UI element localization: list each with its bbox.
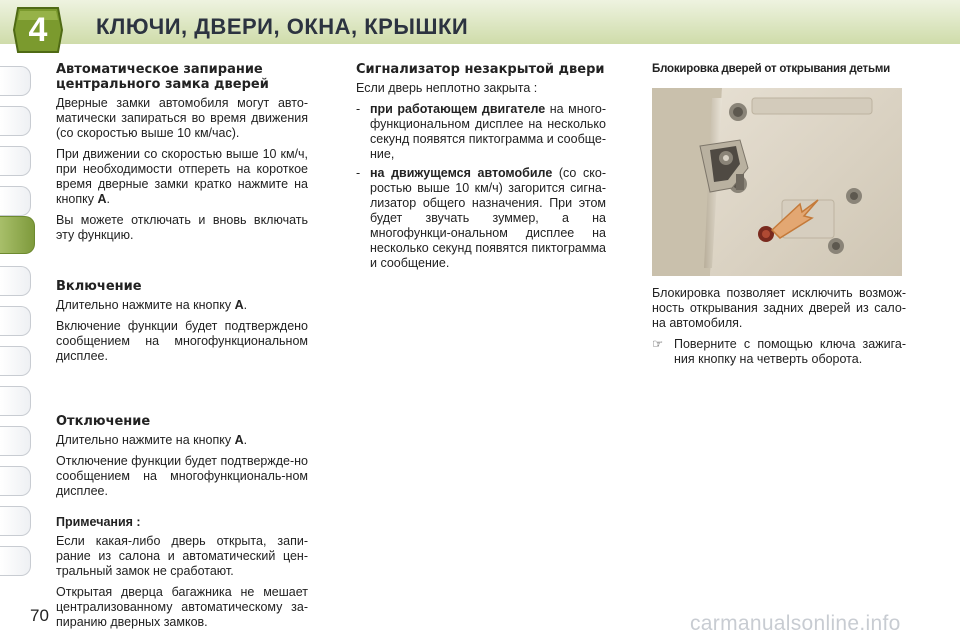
chapter-tab[interactable] xyxy=(0,426,31,456)
chapter-tabs xyxy=(0,60,32,580)
chapter-tab[interactable] xyxy=(0,506,31,536)
right-column-text xyxy=(652,286,906,371)
paragraph: При движении со скоростью выше 10 км/ч, при необходимости отпереть на короткое время дверные замки кратко нажмите на кнопку А. xyxy=(56,147,308,206)
right-column xyxy=(652,62,906,81)
button-a-label: А xyxy=(97,192,107,206)
chapter-tab[interactable] xyxy=(0,346,31,376)
instruction-step: ☞ Поверните с помощью ключа зажига-ния кнопку на четверть оборота. xyxy=(652,337,906,366)
pointing-hand-icon: ☞ xyxy=(652,337,664,351)
chapter-tab[interactable] xyxy=(0,146,31,176)
chapter-number: 4 xyxy=(28,11,48,49)
list-item: - при работающем двигателе на много-функциональном дисплее на несколько секунд появятся пиктограмма и сообще-ние, xyxy=(356,102,607,161)
left-column xyxy=(56,62,308,636)
section-heading: Отключение xyxy=(56,414,151,429)
chapter-tab[interactable] xyxy=(0,386,31,416)
section-heading: Блокировка дверей от открывания детьми xyxy=(652,63,891,75)
page-title: КЛЮЧИ, ДВЕРИ, ОКНА, КРЫШКИ xyxy=(96,14,469,39)
chapter-tab[interactable] xyxy=(0,66,31,96)
chapter-tab[interactable] xyxy=(0,306,31,336)
paragraph: Если какая-либо дверь открыта, запи-рание из салона и автоматический цен-тральный замок не сработают. xyxy=(56,534,308,578)
button-a-label: А xyxy=(234,298,244,312)
child-lock-photo xyxy=(652,88,902,276)
watermark: carmanualsonline.info xyxy=(690,612,901,635)
section-heading: Автоматическое запирание центрального замка дверей xyxy=(56,62,269,92)
notes-heading: Примечания : xyxy=(56,515,141,529)
paragraph: Включение функции будет подтверждено сообщением на многофункциональном дисплее. xyxy=(56,319,308,363)
chapter-tab[interactable] xyxy=(0,466,31,496)
paragraph: Длительно нажмите на кнопку А. xyxy=(56,433,248,447)
paragraph: Открытая дверца багажника не мешает централизованному автоматическому за-пиранию дверных замков. xyxy=(56,585,308,629)
chapter-tab[interactable] xyxy=(0,106,31,136)
paragraph: Отключение функции будет подтвержде-но сообщением на многофункциональ-ном дисплее. xyxy=(56,454,308,498)
section-heading: Сигнализатор незакрытой двери xyxy=(356,62,605,77)
paragraph: Длительно нажмите на кнопку А. xyxy=(56,298,248,312)
button-a-label: А xyxy=(234,433,244,447)
chapter-tab-active[interactable] xyxy=(0,216,35,254)
list-item: - на движущемся автомобиле (со ско-ростью выше 10 км/ч) загорится сигна-лизатор общего назначения. При этом будет звучать зуммер, а на многофункци-ональном дисплее на несколько секунд появятся пиктограмма и сообщение. xyxy=(356,166,606,270)
chapter-tab[interactable] xyxy=(0,186,31,216)
paragraph: Вы можете отключать и вновь включать эту функцию. xyxy=(56,213,308,242)
chapter-tab[interactable] xyxy=(0,266,31,296)
page-number: 70 xyxy=(30,606,49,625)
paragraph: Если дверь неплотно закрыта : xyxy=(356,81,538,95)
paragraph: Блокировка позволяет исключить возмож-ность открывания задних дверей из сало-на автомобиля. xyxy=(652,286,906,330)
paragraph: Дверные замки автомобиля могут авто-матически запираться во время движения (со скоростью выше 10 км/час). xyxy=(56,96,308,140)
chapter-tab[interactable] xyxy=(0,546,31,576)
section-heading: Включение xyxy=(56,279,142,294)
middle-column xyxy=(356,62,606,275)
